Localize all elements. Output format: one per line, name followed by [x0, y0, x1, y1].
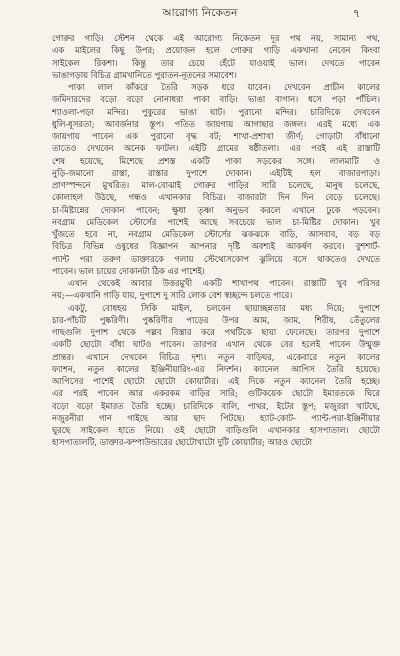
text-line: সাইকেল রিকশা। কিন্তু তার চেয়ে হেঁটে যাওয়াই ভাল। দেখতে পাবেন	[52, 57, 380, 68]
text-line: গাছগুলি দুপাশ থেকে পল্লব বিস্তার করে পথটিকে ছায়া ফেলেছে। তারপর দুপাশে	[52, 327, 380, 337]
body-text	[52, 32, 380, 449]
text-line: শ্যাওলা-পড়া মন্দির। পুকুরের ভাঙা ঘাট। পুরানো মন্দির। চারিদিকে দেখবেন	[52, 106, 380, 117]
text-line: প্রান্তর। এখানে দেখবেন বিচিত্র দৃশ্য। নতুন বাড়িঘর, একেবারে নতুন কালের	[52, 351, 380, 362]
text-line: এখান থেকেই আবার উত্তরমুখী একটি শাখাপথ পাবেন। রাস্তাটি খুব পরিসর	[68, 278, 380, 288]
text-line: পাবেন। ভাল চায়ের দোকানটা ঠিক এর পাশেই।	[52, 265, 205, 276]
text-line: তাতেও দেখবেন অনেক ফাটল। এইটি গ্রামের ষষ্ঠীতলা। এর পরই এই রাস্তাটি	[52, 143, 380, 154]
text-line: শেষ হয়েছে, মিশেছে প্রশস্ত একটি পাকা সড়কের সঙ্গে। লালমাটি ও	[52, 155, 380, 166]
paragraph	[52, 32, 380, 81]
paragraph	[52, 302, 380, 449]
text-line: কোলাহল উঠছে, গন্ধও এখানকার বিচিত্র। বাজারটা দিন দিন বেড়ে চলেছে।	[52, 192, 380, 203]
text-line: প্রাণস্পন্দনে মুখরিত। মাল-বোঝাই গোরুর গাড়ির সারি চলেছে, মানুষ চলেছে,	[52, 180, 380, 190]
paragraph	[52, 81, 380, 277]
text-line: নবগ্রাম মেডিকেল স্টোর্সের পাশেই আছে সবচেয়ে ভাল চা-মিষ্টির দোকান। খুব	[52, 216, 380, 227]
text-line: প্যান্ট পরা তরুণ ডাক্তারকে গলায় স্টেথোসকোপ ঝুলিয়ে বসে থাকতেও দেখতে	[52, 253, 380, 264]
text-line: জমিদারদের বড়ো বড়ো নোনাধরা পাকা বাড়ি। ভাঙা বাগান। ধসে পড়া পাঁচিল।	[52, 94, 380, 105]
text-line: খুঁজতে হবে না, নবগ্রাম মেডিকেল স্টোর্সের ঝকঝকে বাড়ি, আসবাব, বড় বড়	[52, 229, 380, 239]
page-number: ৭	[352, 7, 360, 20]
text-line: নজুরনীরা গান গাইছে আর ছাদ পিটছে। হ্যাট-কোট- প্যান্ট-পরা-ইঞ্জিনীয়ার	[52, 412, 380, 423]
text-line: পাকা লাল কাঁকরে তৈরি সড়ক ধরে যাবেন। দেখবেন প্রাচীন কালের	[68, 82, 380, 92]
text-line: এর পরই পাবেন আর একরকম বাড়ির সারি; গুটিকয়েক ছোটো ইমারতকে ঘিরে	[52, 388, 380, 399]
text-line: চা-মিষ্টান্নের দোকান পাবেন; ক্ষুধা তৃষ্ণা অনুভব করলে এখানে ঢুকে পড়বেন।	[52, 204, 380, 215]
text-line: জায়গায় পাবেন এক পুরানো বৃদ্ধ বট; শাখা-প্রশাখা জীর্ণ; গোড়াটা বাঁধানো	[52, 131, 380, 141]
text-line: নুড়ি-জমানো রাস্তা, রাস্তার দুপাশে দোকান। এইটিই হল বাজারপাড়া।	[52, 167, 380, 178]
text-line: নয়;—একখানি গাড়ি যায়, দুপাশে দু সারি লোক বেশ স্বচ্ছন্দে চলতে পারে।	[52, 290, 293, 301]
text-line: ফ্যাশন, নতুন কালের ইঞ্জিনীয়ারিং-এর নিদর্শন। ক্যানেল আপিস তৈরি হয়েছে।	[52, 363, 380, 374]
running-title: আরোগ্য নিকেতন	[162, 7, 238, 19]
text-line: আপিসের পাশেই ছোটো ছোটো কোয়ার্টার। এই দিকে নতুন ক্যানেল তৈরি হচ্ছে।	[52, 376, 380, 386]
text-line: এক মাইলের কিছু উপর; প্রয়োজন হলে গোরুর গাড়ি একখানা নেবেন কিংবা	[52, 45, 380, 56]
text-line: হাসপাতালটি, ডাক্তার-কম্পাউন্ডারের ছোটোখাটো দুটি কোয়ার্টার; আরও ছোটো	[52, 437, 312, 448]
text-line: একটি ছোটো বাঁধা ঘাটও পাবেন। তারপর এখান থেকে বের হলেই পাবেন উন্মুক্ত	[52, 339, 380, 350]
text-line: বড়ো বড়ো ইমারত তৈরি হচ্ছে। চারিদিকে বালি, পাথর, ইটের স্তূপ; মজুররা খাটছে,	[52, 400, 380, 411]
text-line: ভাঙাগড়ায় বিচিত্র গ্রামখানিতে পুরাতন-নূতনের সমাবেশ।	[52, 69, 237, 80]
text-line: গোরুর গাড়ি। স্টেশন থেকে এই আরোগ্য নিকেতন দূর পথ নয়, সামান্য পথ,	[52, 33, 380, 43]
text-line: বিচিত্র বিভিন্ন ওষুধের বিজ্ঞাপন আপনার দৃষ্টি অবশ্যই আকর্ষণ করবে। বুশশার্ট-	[52, 241, 380, 252]
page-header	[0, 4, 400, 24]
text-line: ধুলি-ধূসরতা; আবর্জনার স্তূপ। পতিত জায়গায় আগাছার জঙ্গল। এরই মধ্যে এক	[52, 118, 380, 129]
text-line: চার-পাঁচটি পুষ্করিণী। পুষ্করিণীর পাড়ের উপর আম, জাম, শিরীষ, তেঁতুলের	[52, 314, 380, 325]
text-line: ঘুরছে সাইকেল হাতে নিয়ে। ওই ছোটো বাড়িগুলি এখানকার হাসপাতাল। ছোটো	[52, 425, 380, 435]
paragraph	[52, 277, 380, 302]
text-line: একটু, বোধহয় সিকি মাইল, চলবেন ছায়াচ্ছন্নতার মধ্য দিয়ে; দুপাশে	[68, 302, 380, 313]
